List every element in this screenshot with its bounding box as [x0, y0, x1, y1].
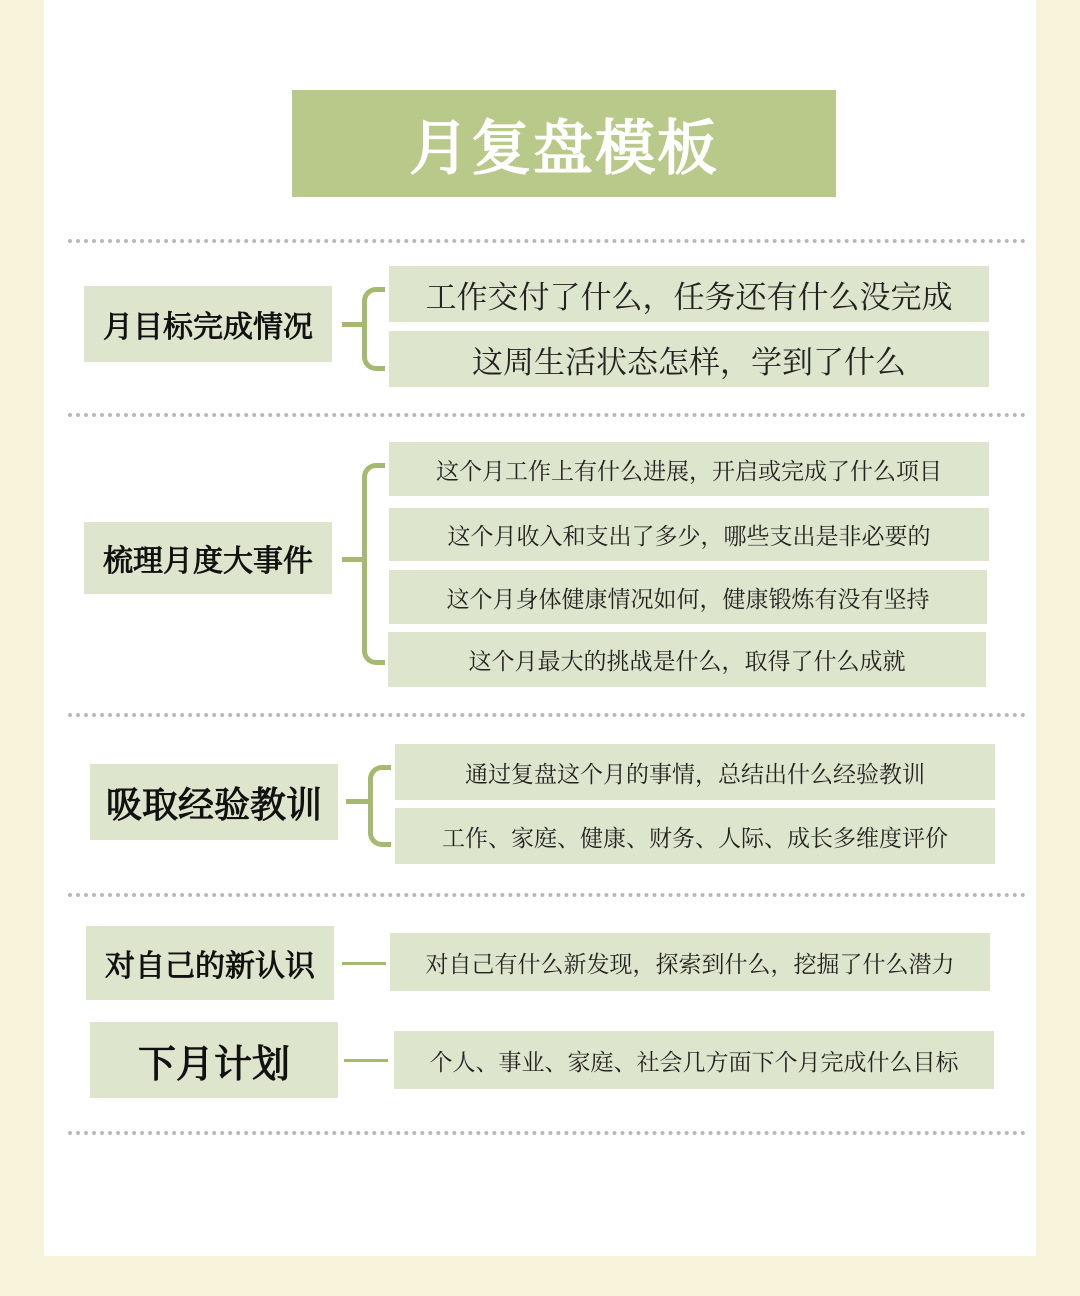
divider: [68, 893, 1026, 897]
brace: [362, 463, 385, 665]
divider: [68, 413, 1026, 417]
section-item: 这个月工作上有什么进展，开启或完成了什么项目: [389, 442, 989, 496]
brace-tick: [342, 322, 364, 327]
section-item: 通过复盘这个月的事情，总结出什么经验教训: [395, 744, 995, 800]
section-item: 这个月最大的挑战是什么，取得了什么成就: [388, 632, 986, 687]
brace: [362, 287, 385, 371]
section-label-goals: 月目标完成情况: [84, 286, 332, 362]
connector: [344, 1059, 388, 1062]
section-item: 这个月身体健康情况如何，健康锻炼有没有坚持: [389, 570, 987, 624]
section-item: 个人、事业、家庭、社会几方面下个月完成什么目标: [394, 1031, 994, 1089]
page-title: 月复盘模板: [292, 90, 836, 197]
section-label-events: 梳理月度大事件: [84, 522, 332, 594]
section-item: 对自己有什么新发现，探索到什么，挖掘了什么潜力: [390, 933, 990, 991]
section-label-plan: 下月计划: [90, 1022, 338, 1098]
divider: [68, 713, 1026, 717]
section-item: 这个月收入和支出了多少，哪些支出是非必要的: [389, 508, 989, 561]
divider: [68, 1131, 1026, 1135]
brace-tick: [342, 557, 364, 562]
brace-tick: [346, 799, 370, 804]
section-item: 工作、家庭、健康、财务、人际、成长多维度评价: [395, 808, 995, 864]
divider: [68, 239, 1026, 243]
connector: [342, 962, 386, 965]
section-label-self: 对自己的新认识: [86, 926, 334, 1000]
section-item: 这周生活状态怎样，学到了什么: [389, 331, 989, 387]
section-item: 工作交付了什么，任务还有什么没完成: [389, 266, 989, 322]
section-label-lessons: 吸取经验教训: [90, 764, 338, 840]
brace: [368, 765, 391, 847]
